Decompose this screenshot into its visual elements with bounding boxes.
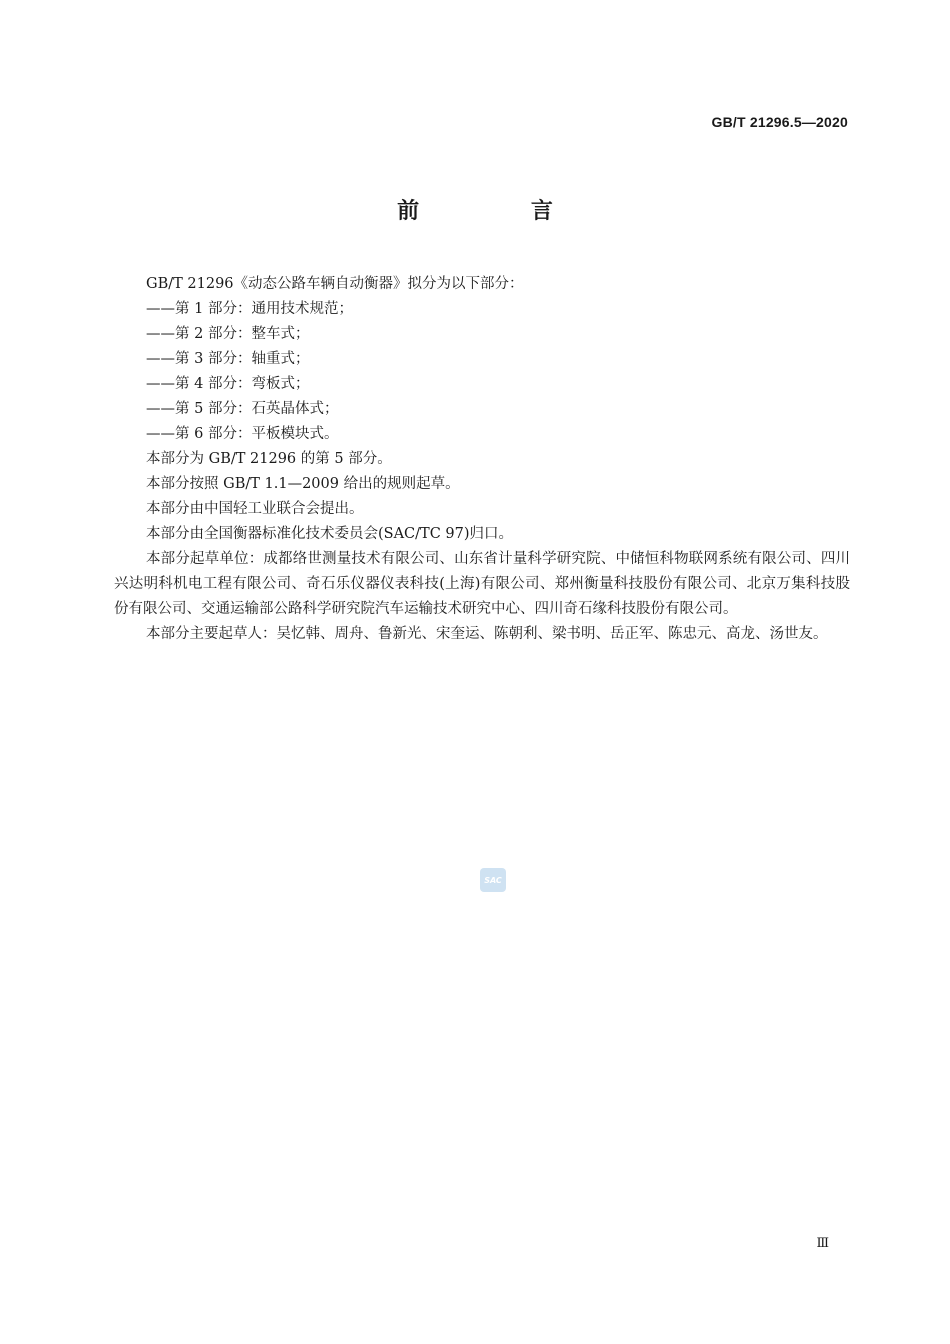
- list-item: ——第 6 部分：平板模块式。: [146, 426, 339, 442]
- sac-watermark-logo: SAC: [480, 868, 506, 892]
- page-number: Ⅲ: [816, 1236, 829, 1251]
- foreword-body: [114, 272, 850, 647]
- list-item: ——第 2 部分：整车式；: [146, 326, 310, 342]
- list-item: ——第 1 部分：通用技术规范；: [146, 301, 353, 317]
- this-part-paragraph: 本部分为 GB/T 21296 的第 5 部分。: [146, 451, 392, 467]
- proposed-by-paragraph: 本部分由中国轻工业联合会提出。: [146, 501, 364, 517]
- centralized-by-paragraph: 本部分由全国衡器标准化技术委员会(SAC/TC 97)归口。: [146, 526, 514, 542]
- drafting-rules-paragraph: 本部分按照 GB/T 1.1—2009 给出的规则起草。: [146, 476, 460, 492]
- list-item: ——第 4 部分：弯板式；: [146, 376, 310, 392]
- intro-paragraph: GB/T 21296《动态公路车辆自动衡器》拟分为以下部分：: [146, 276, 524, 292]
- list-item: ——第 5 部分：石英晶体式；: [146, 401, 339, 417]
- standard-code: GB/T 21296.5—2020: [711, 114, 848, 130]
- page-title: 前 言: [397, 199, 605, 224]
- drafters-paragraph: 本部分主要起草人：吴忆韩、周舟、鲁新光、宋奎运、陈朝利、梁书明、岳正军、陈忠元、高龙、汤世友。: [146, 626, 828, 642]
- list-item: ——第 3 部分：轴重式；: [146, 351, 310, 367]
- drafting-units-paragraph: 本部分起草单位：成都络世测量技术有限公司、山东省计量科学研究院、中储恒科物联网系统有限公司、四川兴达明科机电工程有限公司、奇石乐仪器仪表科技(上海)有限公司、郑州衡量科技股份有限公司、北京万集科技股份有限公司、交通运输部公路科学研究院汽车运输技术研究中心、四川奇石缘科技股份有限公司。: [114, 551, 850, 617]
